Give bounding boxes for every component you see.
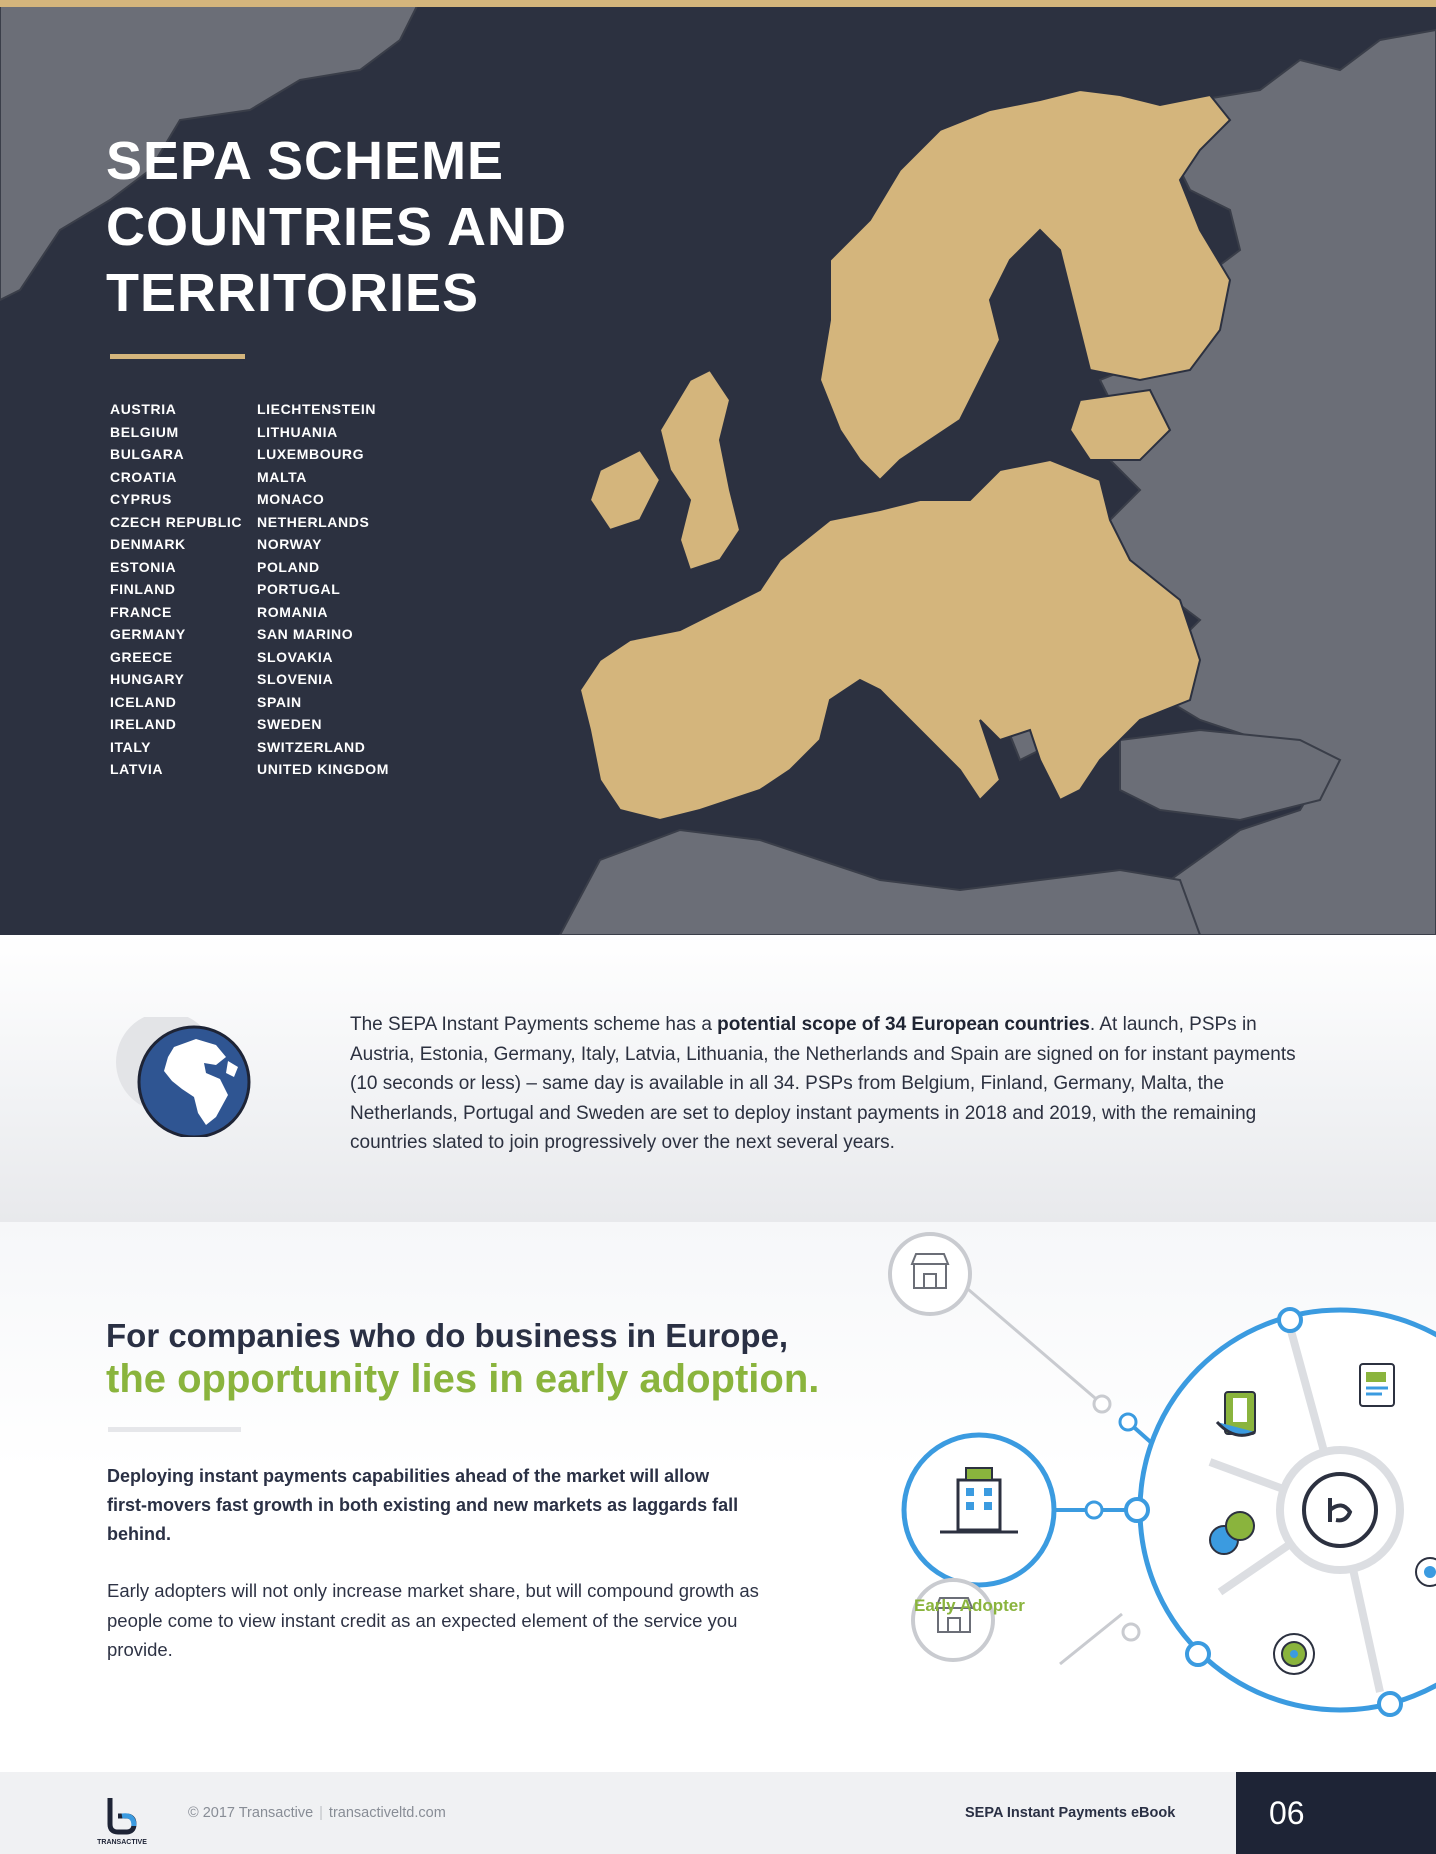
info-text-start: The SEPA Instant Payments scheme has a — [350, 1014, 718, 1035]
country-list-col2 — [257, 398, 389, 781]
country-item: MONACO — [257, 491, 325, 507]
country-item: UNITED KINGDOM — [257, 761, 390, 777]
info-paragraph — [350, 1010, 1310, 1158]
country-item: LITHUANIA — [257, 423, 338, 440]
transactive-logo — [92, 1794, 152, 1846]
country-item: NORWAY — [257, 536, 323, 552]
country-item: ICELAND — [110, 693, 177, 710]
country-item: NETHERLANDS — [257, 513, 370, 530]
website-link[interactable]: transactiveltd.com — [328, 1805, 446, 1821]
country-item: CROATIA — [110, 468, 177, 485]
logo-text: TRANSACTIVE — [97, 1839, 147, 1846]
page-number: 06 — [1236, 1772, 1436, 1854]
country-item: CYPRUS — [110, 491, 172, 507]
country-item: CZECH REPUBLIC — [110, 513, 243, 530]
country-item: SWEDEN — [257, 716, 323, 732]
page-title — [106, 128, 666, 326]
country-item: PORTUGAL — [257, 581, 341, 597]
copyright-text: © 2017 Transactive — [188, 1805, 314, 1821]
country-item: LUXEMBOURG — [257, 446, 365, 462]
country-item: LATVIA — [110, 761, 164, 777]
country-item: MALTA — [257, 468, 307, 485]
info-text-highlight: potential scope of 34 European countries — [717, 1014, 1090, 1035]
country-item: FINLAND — [110, 581, 176, 597]
country-list-col1 — [110, 398, 242, 781]
adoption-divider — [108, 1427, 241, 1432]
title-line-1: SEPA SCHEME — [106, 131, 505, 191]
africa-land — [560, 830, 1200, 935]
title-line-2: COUNTRIES AND — [106, 197, 568, 257]
country-item: AUSTRIA — [110, 401, 177, 417]
country-item: GERMANY — [110, 626, 186, 642]
country-item: BELGIUM — [110, 423, 179, 440]
country-item: LIECHTENSTEIN — [257, 401, 377, 417]
top-gold-bar — [0, 0, 1436, 7]
country-item: ITALY — [110, 738, 152, 755]
country-item: ROMANIA — [257, 603, 329, 620]
ebook-title: SEPA Instant Payments eBook — [965, 1805, 1176, 1821]
title-underline — [110, 354, 245, 359]
continental-eu-land — [580, 460, 1200, 820]
country-item: POLAND — [257, 558, 320, 575]
country-item: SLOVENIA — [257, 671, 334, 687]
country-item: DENMARK — [110, 536, 186, 552]
country-item: GREECE — [110, 648, 173, 665]
country-item: BULGARA — [110, 446, 185, 462]
title-line-3: TERRITORIES — [106, 263, 480, 323]
footer-copyright — [188, 1805, 446, 1821]
adoption-network-diagram — [880, 1222, 1436, 1772]
country-item: SAN MARINO — [257, 626, 354, 642]
country-item: SWITZERLAND — [257, 738, 366, 755]
info-section — [0, 935, 1436, 1222]
country-item: SPAIN — [257, 693, 302, 710]
adoption-heading: For companies who do business in Europe, — [106, 1317, 789, 1354]
page-footer — [0, 1772, 1436, 1854]
adoption-bold-paragraph: Deploying instant payments capabilities ahead of the market will allow first-movers fast growth in both existing and new markets as laggards fall behind. — [107, 1466, 739, 1544]
country-item: HUNGARY — [110, 671, 185, 687]
country-item: FRANCE — [110, 603, 172, 620]
country-item: SLOVAKIA — [257, 648, 334, 665]
country-item: ESTONIA — [110, 558, 177, 575]
info-text-end: . At launch, PSPs in Austria, Estonia, Germany, Italy, Latvia, Lithuania, the Netherlands and Spain are signed on for instant payments (10 seconds or less) – same day is available in all 34. PSPs from Belgium, Finland, Germany, Malta, the Netherlands, Portugal and Sweden are set to deploy instant payments in 2018 and 2019, with the remaining countries slated to join progressively over the next several years. — [350, 1014, 1296, 1153]
adoption-body-paragraph: Early adopters will not only increase market share, but will compound growth as people come to view instant credit as an expected element of the service you provide. — [107, 1580, 759, 1660]
adoption-subheading: the opportunity lies in early adoption. — [106, 1357, 820, 1401]
footer-separator: | — [319, 1805, 323, 1821]
country-item: IRELAND — [110, 716, 177, 732]
early-adopter-label: Early Adopter — [914, 1596, 1025, 1615]
globe-icon — [116, 1017, 256, 1137]
adoption-section — [0, 1222, 1436, 1772]
